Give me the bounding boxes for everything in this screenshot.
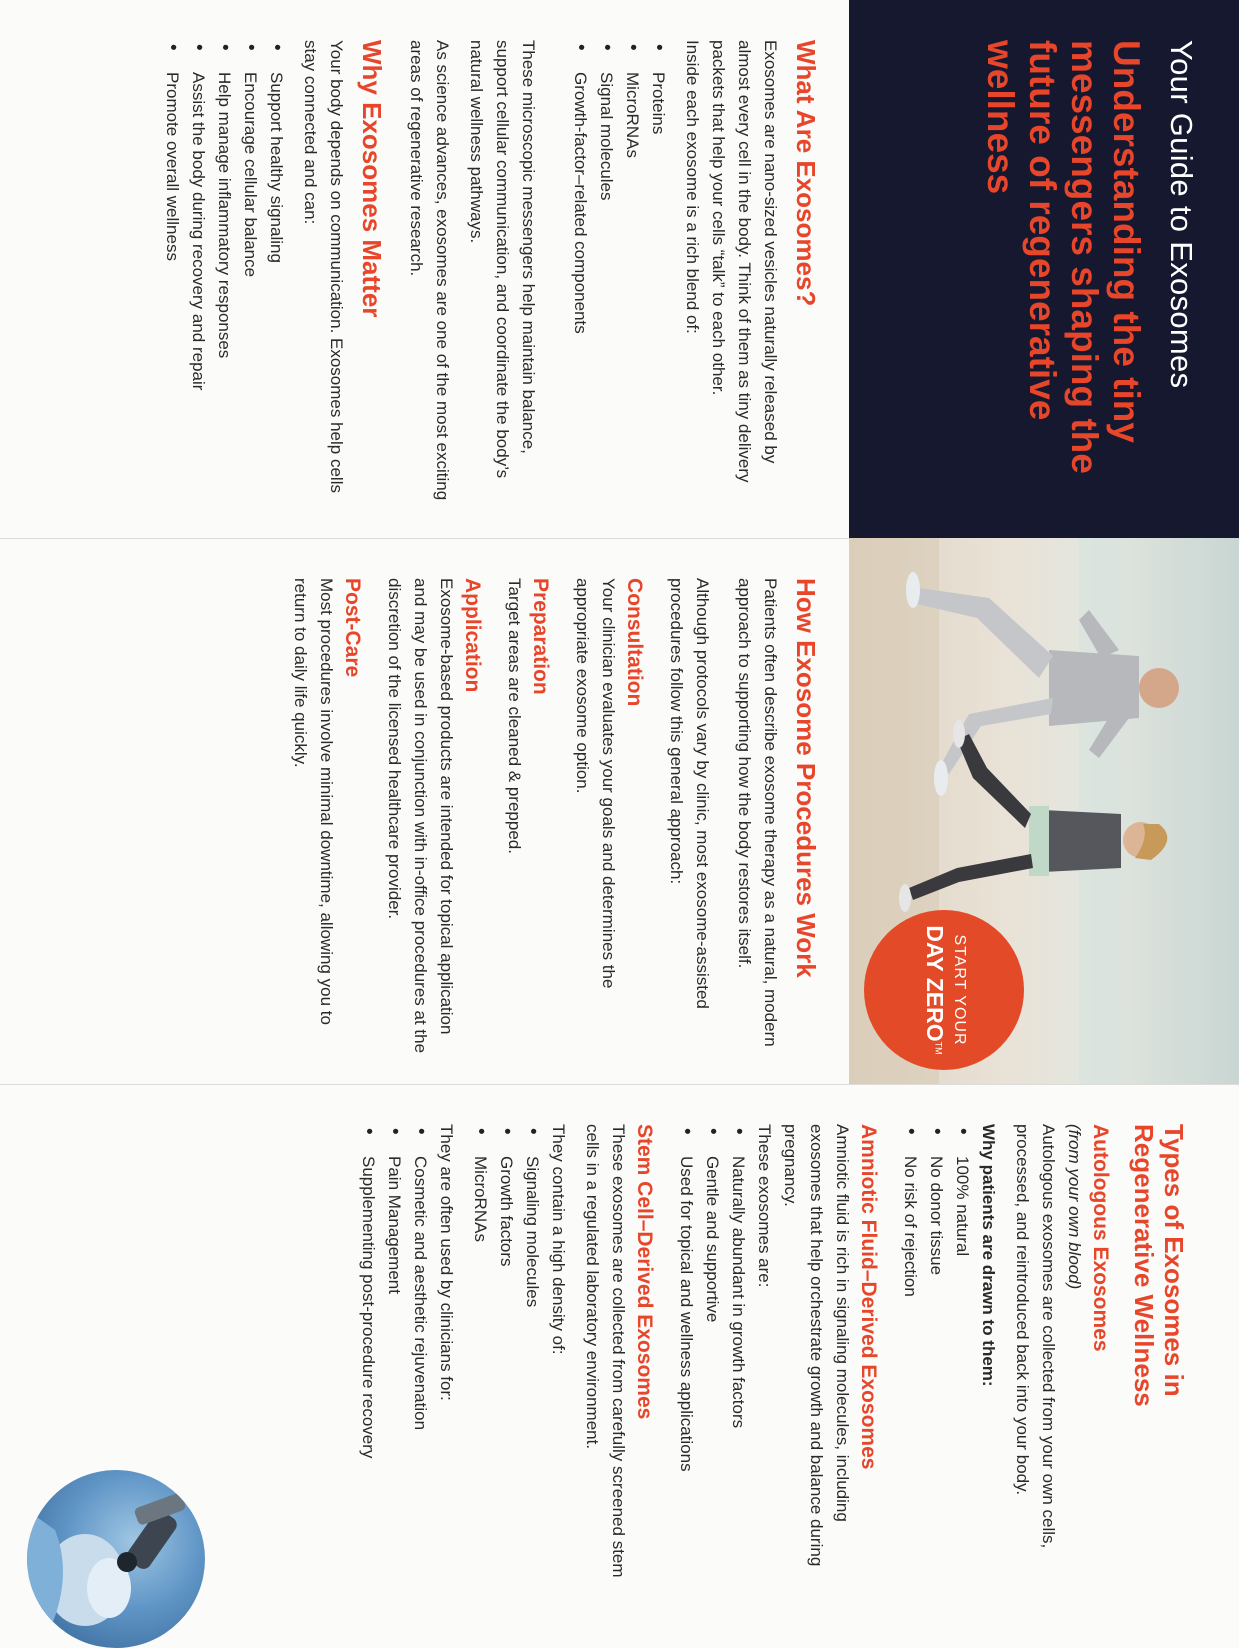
list-item: • Support healthy signaling: [263, 40, 289, 510]
what-paragraph-4: As science advances, exosomes are one of the most exciting areas of regenerative research.: [407, 40, 452, 501]
list-item: • Cosmetic and aesthetic rejuvenation: [407, 1124, 433, 1584]
step-title-preparation: Preparation: [529, 578, 552, 695]
what-paragraph-1: Exosomes are nano-sized vesicles naturally released by almost every cell in the body. Think of them as tiny delivery packets that help your cells “talk” to each other.: [709, 40, 780, 483]
procedures-column: [287, 578, 821, 1056]
amniotic-list: [673, 1124, 751, 1584]
types-column: [355, 1124, 1189, 1584]
list-item: • 100% natural: [949, 1124, 975, 1584]
how-paragraph-2: Although protocols vary by clinic, most exosome-assisted procedures follow this general approach:: [667, 578, 712, 1009]
amniotic-text: Amniotic fluid is rich in signaling molecules, including exosomes that help orchestrate growth and balance during pregnancy.: [781, 1124, 852, 1567]
intro-column: [159, 40, 821, 510]
stem-cell-lead-2: They are often used by clinicians for:: [437, 1124, 456, 1401]
autologous-lead: Why patients are drawn to them:: [979, 1124, 998, 1387]
autologous-text: Autologous exosomes are collected from your own cells, processed, and reintroduced back into your body.: [1013, 1124, 1058, 1549]
step-title-application: Application: [461, 578, 484, 693]
surgeon-illustration: [27, 1470, 205, 1648]
list-item: • Help manage inflammatory responses: [211, 40, 237, 510]
list-item: • Encourage cellular balance: [237, 40, 263, 510]
amniotic-lead: These exosomes are:: [755, 1124, 774, 1288]
stem-cell-text: These exosomes are collected from carefully screened stem cells in a regulated laboratory environment.: [583, 1124, 628, 1578]
why-paragraph: Your body depends on communication. Exosomes help cells stay connected and can:: [301, 40, 346, 493]
amniotic-title: Amniotic Fluid–Derived Exosomes: [857, 1124, 880, 1470]
list-item: • Promote overall wellness: [159, 40, 185, 510]
beach-runners-photo: [849, 538, 1239, 1084]
list-item: • Used for topical and wellness applications: [673, 1124, 699, 1584]
procedures-panel: [0, 538, 1239, 1084]
badge-line-2: DAY ZERO™: [922, 925, 948, 1055]
list-item: • MicroRNAs: [467, 1124, 493, 1584]
autologous-list: [897, 1124, 975, 1584]
list-item: • Supplementing post-procedure recovery: [355, 1124, 381, 1584]
what-paragraph-2: Inside each exosome is a rich blend of:: [683, 40, 702, 334]
list-item: • No donor tissue: [923, 1124, 949, 1584]
stem-cell-title: Stem Cell–Derived Exosomes: [633, 1124, 656, 1420]
benefits-list: [159, 40, 289, 510]
list-item: • Gentle and supportive: [699, 1124, 725, 1584]
autologous-title: Autologous Exosomes: [1089, 1124, 1112, 1352]
step-text-post-care: Most procedures involve minimal downtime, allowing you to return to daily life quickly.: [291, 578, 336, 1025]
list-item: • Signal molecules: [593, 40, 619, 510]
day-zero-badge: [864, 910, 1024, 1070]
trademark-mark: TM: [933, 1041, 944, 1055]
what-heading: What Are Exosomes?: [791, 40, 821, 307]
list-item: • Growth-factor–related components: [567, 40, 593, 510]
step-title-post-care: Post-Care: [341, 578, 364, 678]
stem-cell-uses-list: [355, 1124, 433, 1584]
what-paragraph-3: These microscopic messengers help maintain balance, support cellular communication, and coordinate the body’s natural wellness pathways.: [467, 40, 538, 479]
surgeon-photo: [27, 1470, 205, 1648]
stem-cell-lead: They contain a high density of:: [549, 1124, 568, 1355]
brochure-title: Your Guide to Exosomes: [1164, 40, 1199, 389]
stem-cell-list: [467, 1124, 545, 1584]
cover-panel: [0, 0, 1239, 538]
list-item: • Pain Management: [381, 1124, 407, 1584]
list-item: • No risk of rejection: [897, 1124, 923, 1584]
cover-banner: [849, 0, 1239, 538]
list-item: • Assist the body during recovery and repair: [185, 40, 211, 510]
exosome-contents-list: [567, 40, 671, 510]
badge-line-1: START YOUR: [951, 934, 968, 1046]
list-item: • Growth factors: [493, 1124, 519, 1584]
how-heading: How Exosome Procedures Work: [791, 578, 821, 978]
list-item: • MicroRNAs: [619, 40, 645, 510]
brochure-tagline: Understanding the tiny messengers shaping the future of regenerative wellness: [980, 40, 1147, 474]
types-heading: Types of Exosomes in Regenerative Wellness: [1129, 1124, 1189, 1407]
list-item: • Proteins: [645, 40, 671, 510]
list-item: • Signaling molecules: [519, 1124, 545, 1584]
why-heading: Why Exosomes Matter: [357, 40, 387, 318]
step-text-application: Exosome-based products are intended for topical application and may be used in conjunction with in-office procedures at the discretion of the licensed healthcare provider.: [385, 578, 456, 1054]
autologous-subtitle: (from your own blood): [1065, 1124, 1084, 1290]
step-text-preparation: Target areas are cleaned & prepped.: [505, 578, 524, 854]
step-text-consultation: Your clinician evaluates your goals and determines the appropriate exosome option.: [573, 578, 618, 989]
types-panel: [0, 1084, 1239, 1614]
step-title-consultation: Consultation: [623, 578, 646, 707]
list-item: • Naturally abundant in growth factors: [725, 1124, 751, 1584]
how-paragraph-1: Patients often describe exosome therapy as a natural, modern approach to supporting how the body restores itself.: [735, 578, 780, 1047]
